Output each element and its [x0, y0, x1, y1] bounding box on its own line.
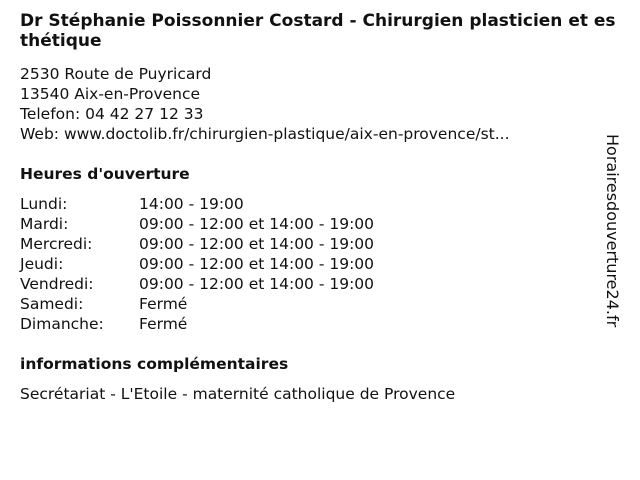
watermark-text: Horairesdouverture24.fr	[603, 134, 622, 328]
day-label: Dimanche:	[20, 315, 104, 333]
day-label: Mercredi:	[20, 235, 93, 253]
page-title: Dr Stéphanie Poissonnier Costard - Chirurgien plasticien et esthétique	[20, 11, 616, 51]
day-label: Samedi:	[20, 295, 84, 313]
day-label: Vendredi:	[20, 275, 94, 293]
time-value: Fermé	[139, 315, 188, 333]
time-value: 09:00 - 12:00 et 14:00 - 19:00	[139, 255, 375, 273]
info-text: Secrétariat - L'Etoile - maternité catholique de Provence	[20, 385, 456, 403]
address-street: 2530 Route de Puyricard	[20, 65, 212, 83]
time-value: 09:00 - 12:00 et 14:00 - 19:00	[139, 275, 375, 293]
address-block	[20, 64, 510, 144]
day-label: Lundi:	[20, 195, 68, 213]
hours-heading: Heures d'ouverture	[20, 165, 190, 183]
time-value: 14:00 - 19:00	[139, 195, 244, 213]
address-city: 13540 Aix-en-Provence	[20, 85, 201, 103]
day-label: Jeudi:	[20, 255, 64, 273]
time-value: 09:00 - 12:00 et 14:00 - 19:00	[139, 235, 375, 253]
info-heading: informations complémentaires	[20, 355, 289, 373]
time-value: Fermé	[139, 295, 188, 313]
day-label: Mardi:	[20, 215, 69, 233]
phone-text: Telefon: 04 42 27 12 33	[20, 105, 204, 123]
web-text: Web: www.doctolib.fr/chirurgien-plastique/aix-en-provence/st...	[20, 125, 510, 143]
time-value: 09:00 - 12:00 et 14:00 - 19:00	[139, 215, 375, 233]
